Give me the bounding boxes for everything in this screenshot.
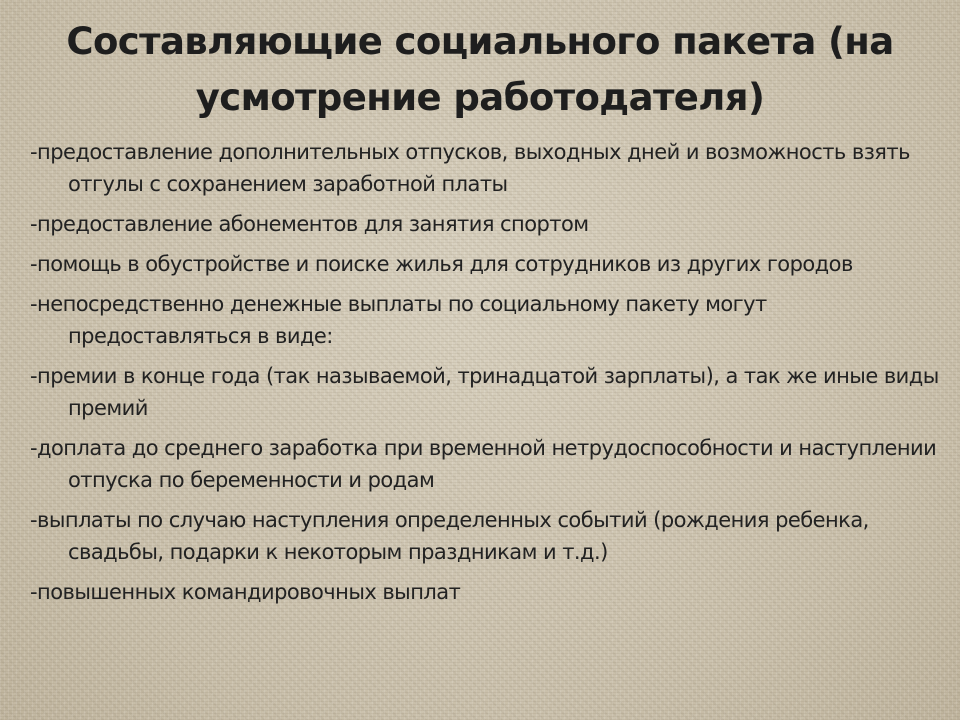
list-item: -премии в конце года (так называемой, тринадцатой зарплаты), а так же иные виды премий: [30, 364, 939, 420]
list-item: -предоставление абонементов для занятия спортом: [30, 212, 589, 236]
list-item: -помощь в обустройстве и поиске жилья для сотрудников из других городов: [30, 252, 853, 276]
slide-content-list: [30, 136, 945, 616]
list-item: -предоставление дополнительных отпусков, выходных дней и возможность взять отгулы с сохранением заработной платы: [30, 140, 910, 196]
list-item: -непосредственно денежные выплаты по социальному пакету могут предоставляться в виде:: [30, 292, 767, 348]
slide-title: Составляющие социального пакета (на усмотрение работодателя): [66, 20, 894, 119]
list-item: -повышенных командировочных выплат: [30, 580, 461, 604]
list-item: -доплата до среднего заработка при временной нетрудоспособности и наступлении отпуска по беременности и родам: [30, 436, 937, 492]
list-item: -выплаты по случаю наступления определенных событий (рождения ребенка, свадьбы, подарки к некоторым праздникам и т.д.): [30, 508, 869, 564]
